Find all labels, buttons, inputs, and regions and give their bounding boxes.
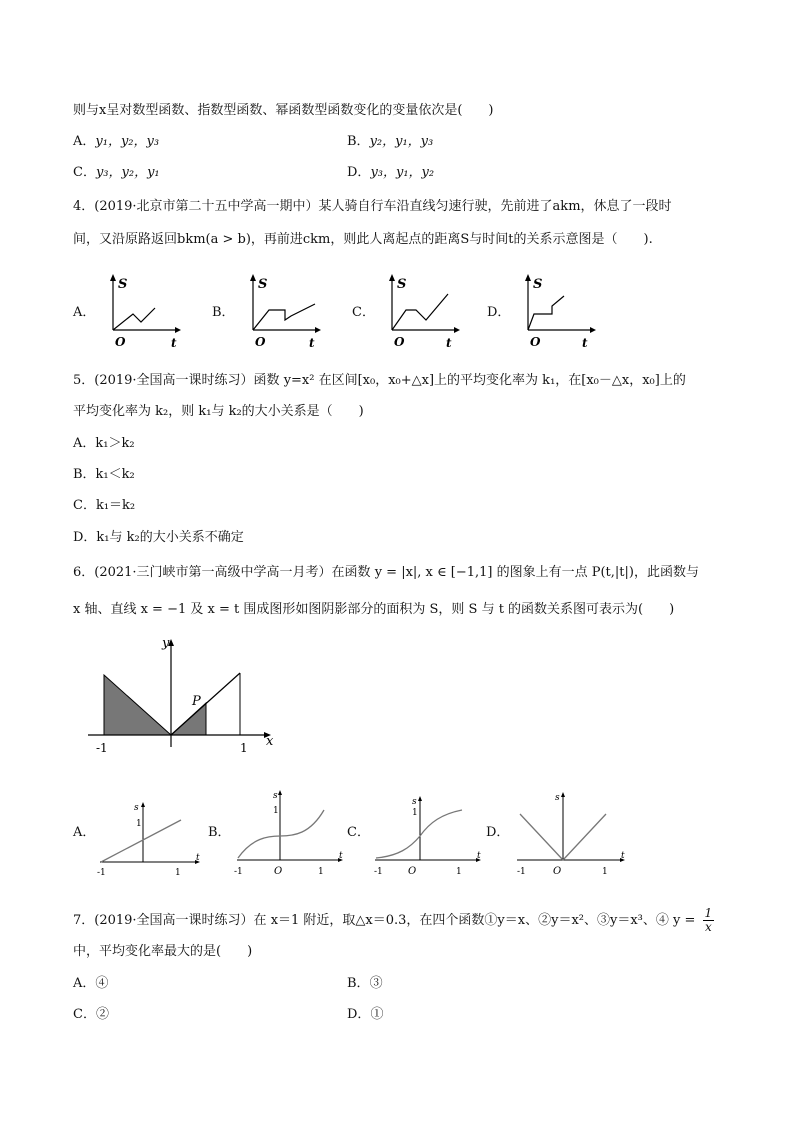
q7-stem-prefix: 7．(2019·全国高一课时练习）在 x＝1 附近，取△x＝0.3，在四个函数①y＝x、②y＝x²、③y＝x³、④ y =	[73, 913, 696, 928]
x-label: t	[446, 336, 452, 350]
s-curve	[238, 810, 324, 858]
q7-fraction-denominator: x	[704, 920, 712, 934]
one-label: 1	[412, 808, 418, 818]
neg-one-label: -1	[517, 867, 526, 877]
q7-option-c[interactable]	[73, 1005, 109, 1025]
q4-stem-line2: 间，又沿原路返回bkm(a > b)，再前进ckm，则此人离起点的距离S与时间t的关系示意图是（ ).	[73, 232, 653, 247]
pos-one-label: 1	[456, 867, 462, 877]
neg-one-label: -1	[234, 867, 243, 877]
option-text: ①	[370, 1007, 384, 1022]
tick-pos-one: 1	[240, 741, 248, 755]
q4-graph-d[interactable]	[518, 272, 598, 350]
x-label: t	[171, 336, 177, 350]
pos-one-label: 1	[318, 867, 324, 877]
q6-graph-b[interactable]	[232, 786, 347, 880]
y-axis-arrow	[278, 790, 282, 795]
q7-option-a[interactable]	[73, 974, 108, 994]
s-curve	[376, 810, 462, 858]
neg-one-label: -1	[97, 868, 106, 878]
t-label: t	[621, 851, 625, 861]
y-axis-arrow	[250, 274, 256, 281]
q6-graph-d[interactable]	[512, 788, 632, 880]
y-axis-label: y	[162, 636, 170, 651]
q6-graph-a[interactable]	[95, 800, 205, 880]
q3-option-c[interactable]	[73, 163, 160, 183]
option-key: C．	[73, 1007, 96, 1022]
q4-option-c-label[interactable]: C．	[352, 305, 375, 320]
distance-curve	[253, 304, 315, 330]
neg-one-label: -1	[374, 867, 383, 877]
option-text: y₁，y₂，y₃	[95, 134, 160, 149]
y-axis-arrow	[110, 274, 116, 281]
q6-main-figure	[82, 635, 282, 755]
x-label: t	[582, 336, 588, 350]
option-key: D．	[347, 1007, 371, 1022]
x-label: t	[309, 336, 315, 350]
q3-option-b[interactable]	[347, 132, 433, 152]
y-axis-arrow	[418, 796, 422, 801]
s-label: s	[412, 797, 417, 807]
q4-stem-line1: 4．(2019·北京市第二十五中学高一期中）某人骑自行车沿直线匀速行驶，先前进了akm，休息了一段时	[73, 199, 672, 214]
q6-option-a-label[interactable]: A．	[73, 825, 96, 840]
origin-label: O	[394, 335, 405, 349]
q5-option-a[interactable]: A．k₁＞k₂	[73, 436, 135, 451]
q4-graph-c[interactable]	[382, 272, 462, 350]
option-key: B．	[347, 134, 370, 149]
origin-label: O	[255, 335, 266, 349]
q3-option-d[interactable]	[347, 163, 434, 183]
q5-stem-line1: 5．(2019·全国高一课时练习）函数 y=x² 在区间[x₀，x₀+△x]上的平均变化率为 k₁，在[x₀－△x，x₀]上的	[73, 373, 686, 388]
t-label: t	[477, 851, 481, 861]
option-text: y₃，y₂，y₁	[95, 165, 160, 180]
q7-fraction-numerator: 1	[704, 906, 713, 920]
option-key: B．	[347, 976, 370, 991]
q7-option-d[interactable]	[347, 1005, 383, 1025]
s-label: s	[555, 793, 560, 803]
q6-stem-line1: 6．(2021·三门峡市第一高级中学高一月考）在函数 y = |x|, x ∈ [−1,1] 的图象上有一点 P(t,|t|)，此函数与	[73, 565, 699, 580]
q4-option-b-label[interactable]: B．	[212, 305, 235, 320]
x-axis-label: x	[266, 734, 274, 749]
option-key: D．	[347, 165, 371, 180]
option-text: ④	[95, 976, 109, 991]
y-label: S	[118, 277, 128, 292]
q6-stem-line2: x 轴、直线 x = −1 及 x = t 围成图形如图阴影部分的面积为 S，则 S 与 t 的函数关系图可表示为( )	[73, 602, 675, 617]
q4-graph-b[interactable]	[243, 272, 323, 350]
q5-option-b[interactable]: B．k₁＜k₂	[73, 467, 135, 482]
shaded-left-region	[104, 675, 171, 735]
tick-neg-one: -1	[96, 741, 108, 755]
t-label: t	[196, 853, 200, 863]
origin-label: O	[408, 866, 417, 877]
option-key: A．	[73, 134, 96, 149]
origin-label: O	[274, 866, 283, 877]
y-axis-arrow	[389, 274, 395, 281]
point-p-label: P	[192, 694, 201, 709]
y-axis-arrow	[141, 802, 145, 807]
one-label: 1	[136, 819, 142, 829]
pos-one-label: 1	[175, 868, 181, 878]
option-text: y₂，y₁，y₃	[369, 134, 434, 149]
x-axis-arrow	[175, 327, 181, 333]
option-text: ③	[369, 976, 383, 991]
origin-label: O	[530, 335, 541, 349]
x-axis-arrow	[590, 327, 596, 333]
q5-option-d[interactable]: D．k₁与 k₂的大小关系不确定	[73, 530, 244, 545]
origin-label: O	[553, 866, 562, 877]
y-label: S	[397, 277, 407, 292]
q5-option-c[interactable]: C．k₁＝k₂	[73, 498, 136, 513]
q4-option-d-label[interactable]: D．	[487, 305, 511, 320]
distance-curve	[113, 308, 155, 330]
s-label: s	[134, 803, 139, 813]
y-axis-arrow	[561, 792, 565, 797]
option-key: A．	[73, 976, 96, 991]
q7-stem-line1	[73, 907, 714, 934]
y-label: S	[533, 277, 543, 292]
q6-graph-c[interactable]	[370, 792, 485, 880]
q7-stem-line2: 中，平均变化率最大的是( )	[73, 944, 253, 959]
q3-stem: 则与x呈对数型函数、指数型函数、幂函数型函数变化的变量依次是( )	[73, 103, 494, 118]
pos-one-label: 1	[602, 867, 608, 877]
q6-option-d-label[interactable]: D．	[486, 825, 510, 840]
option-text: y₃，y₁，y₂	[370, 165, 435, 180]
option-text: ②	[95, 1007, 109, 1022]
one-label: 1	[273, 806, 279, 816]
origin-label: O	[115, 335, 126, 349]
q3-option-a[interactable]	[73, 132, 159, 152]
q6-option-c-label[interactable]: C．	[347, 825, 370, 840]
distance-curve	[528, 296, 564, 330]
option-key: C．	[73, 165, 96, 180]
t-label: t	[339, 851, 343, 861]
q4-option-a-label[interactable]: A．	[73, 305, 96, 320]
q7-fraction	[703, 907, 715, 934]
y-axis-arrow	[525, 274, 531, 281]
q4-graph-a[interactable]	[103, 272, 183, 350]
distance-curve	[392, 294, 448, 330]
y-label: S	[258, 277, 268, 292]
q7-option-b[interactable]	[347, 974, 383, 994]
q5-stem-line2: 平均变化率为 k₂，则 k₁与 k₂的大小关系是（ )	[73, 404, 364, 419]
q6-option-b-label[interactable]: B．	[208, 825, 231, 840]
x-axis-arrow	[454, 327, 460, 333]
s-label: s	[273, 791, 278, 801]
x-axis-arrow	[315, 327, 321, 333]
